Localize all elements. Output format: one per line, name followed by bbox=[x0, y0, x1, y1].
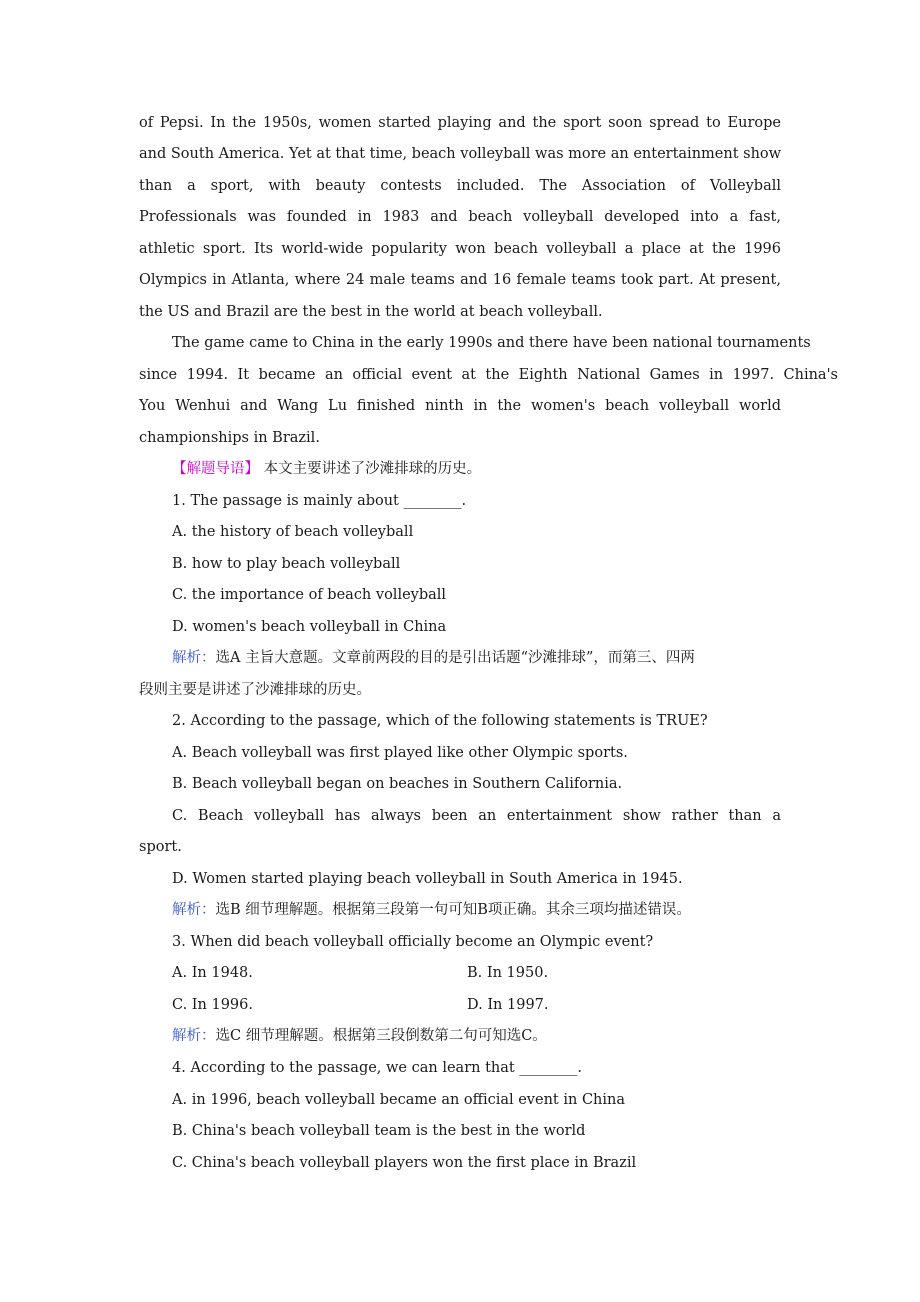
option-b: B. Beach volleyball began on beaches in Southern California. bbox=[172, 776, 623, 792]
option-a: A. Beach volleyball was first played like other Olympic sports. bbox=[172, 745, 628, 761]
option-c: C. In 1996. bbox=[172, 997, 253, 1013]
option-c: C. the importance of beach volleyball bbox=[172, 587, 447, 603]
passage-line: championships in Brazil. bbox=[139, 430, 320, 446]
question-stem: 2. According to the passage, which of the following statements is TRUE? bbox=[172, 713, 708, 729]
explanation-cont: 段则主要是讲述了沙滩排球的历史。 bbox=[139, 682, 371, 698]
option-d: D. In 1997. bbox=[467, 997, 549, 1013]
option-a: A. in 1996, beach volleyball became an official event in China bbox=[172, 1092, 625, 1108]
options-row bbox=[172, 963, 781, 983]
explanation-text: 选C 细节理解题。根据第三段倒数第二句可知选C。 bbox=[215, 1028, 547, 1044]
passage-line: You Wenhui and Wang Lu finished ninth in the women's beach volleyball world bbox=[139, 398, 781, 414]
guide-text: 本文主要讲述了沙滩排球的历史。 bbox=[263, 461, 482, 477]
explanation bbox=[172, 900, 781, 920]
passage-line: and South America. Yet at that time, beach volleyball was more an entertainment show bbox=[139, 146, 782, 162]
option-d: D. Women started playing beach volleyball in South America in 1945. bbox=[172, 871, 683, 887]
option-a: A. the history of beach volleyball bbox=[172, 524, 414, 540]
option-c-cont: sport. bbox=[139, 839, 182, 855]
question-stem: 3. When did beach volleyball officially become an Olympic event? bbox=[172, 934, 654, 950]
option-c: C. China's beach volleyball players won the first place in Brazil bbox=[172, 1155, 637, 1171]
passage-line: the US and Brazil are the best in the world at beach volleyball. bbox=[139, 304, 603, 320]
option-b: B. China's beach volleyball team is the best in the world bbox=[172, 1123, 586, 1139]
explanation-label: 解析： bbox=[172, 902, 216, 918]
explanation-text: 选A 主旨大意题。文章前两段的目的是引出话题“沙滩排球”，而第三、四两 bbox=[215, 650, 695, 666]
passage-line: of Pepsi. In the 1950s, women started playing and the sport soon spread to Europe bbox=[139, 115, 781, 131]
passage-line: since 1994. It became an official event at the Eighth National Games in 1997. China's bbox=[139, 367, 838, 383]
passage-line: The game came to China in the early 1990s and there have been national tournaments bbox=[172, 335, 811, 351]
explanation-label: 解析： bbox=[172, 650, 216, 666]
passage-line: Olympics in Atlanta, where 24 male teams and 16 female teams took part. At present, bbox=[139, 272, 781, 288]
explanation bbox=[172, 648, 781, 668]
passage-line: than a sport, with beauty contests included. The Association of Volleyball bbox=[139, 178, 781, 194]
option-a: A. In 1948. bbox=[172, 965, 253, 981]
guide-line bbox=[172, 459, 781, 479]
question-stem: 1. The passage is mainly about ________. bbox=[172, 493, 467, 509]
option-c: C. Beach volleyball has always been an entertainment show rather than a bbox=[172, 808, 781, 824]
option-b: B. In 1950. bbox=[467, 965, 549, 981]
passage-line: athletic sport. Its world-wide popularity won beach volleyball a place at the 1996 bbox=[139, 241, 781, 257]
passage-line: Professionals was founded in 1983 and beach volleyball developed into a fast, bbox=[139, 209, 781, 225]
question-stem: 4. According to the passage, we can learn that ________. bbox=[172, 1060, 582, 1076]
options-row bbox=[172, 995, 781, 1015]
option-d: D. women's beach volleyball in China bbox=[172, 619, 447, 635]
explanation-label: 解析： bbox=[172, 1028, 216, 1044]
option-b: B. how to play beach volleyball bbox=[172, 556, 401, 572]
explanation bbox=[172, 1026, 781, 1046]
guide-tag: 【解题导语】 bbox=[172, 461, 259, 477]
explanation-text: 选B 细节理解题。根据第三段第一句可知B项正确。其余三项均描述错误。 bbox=[215, 902, 691, 918]
